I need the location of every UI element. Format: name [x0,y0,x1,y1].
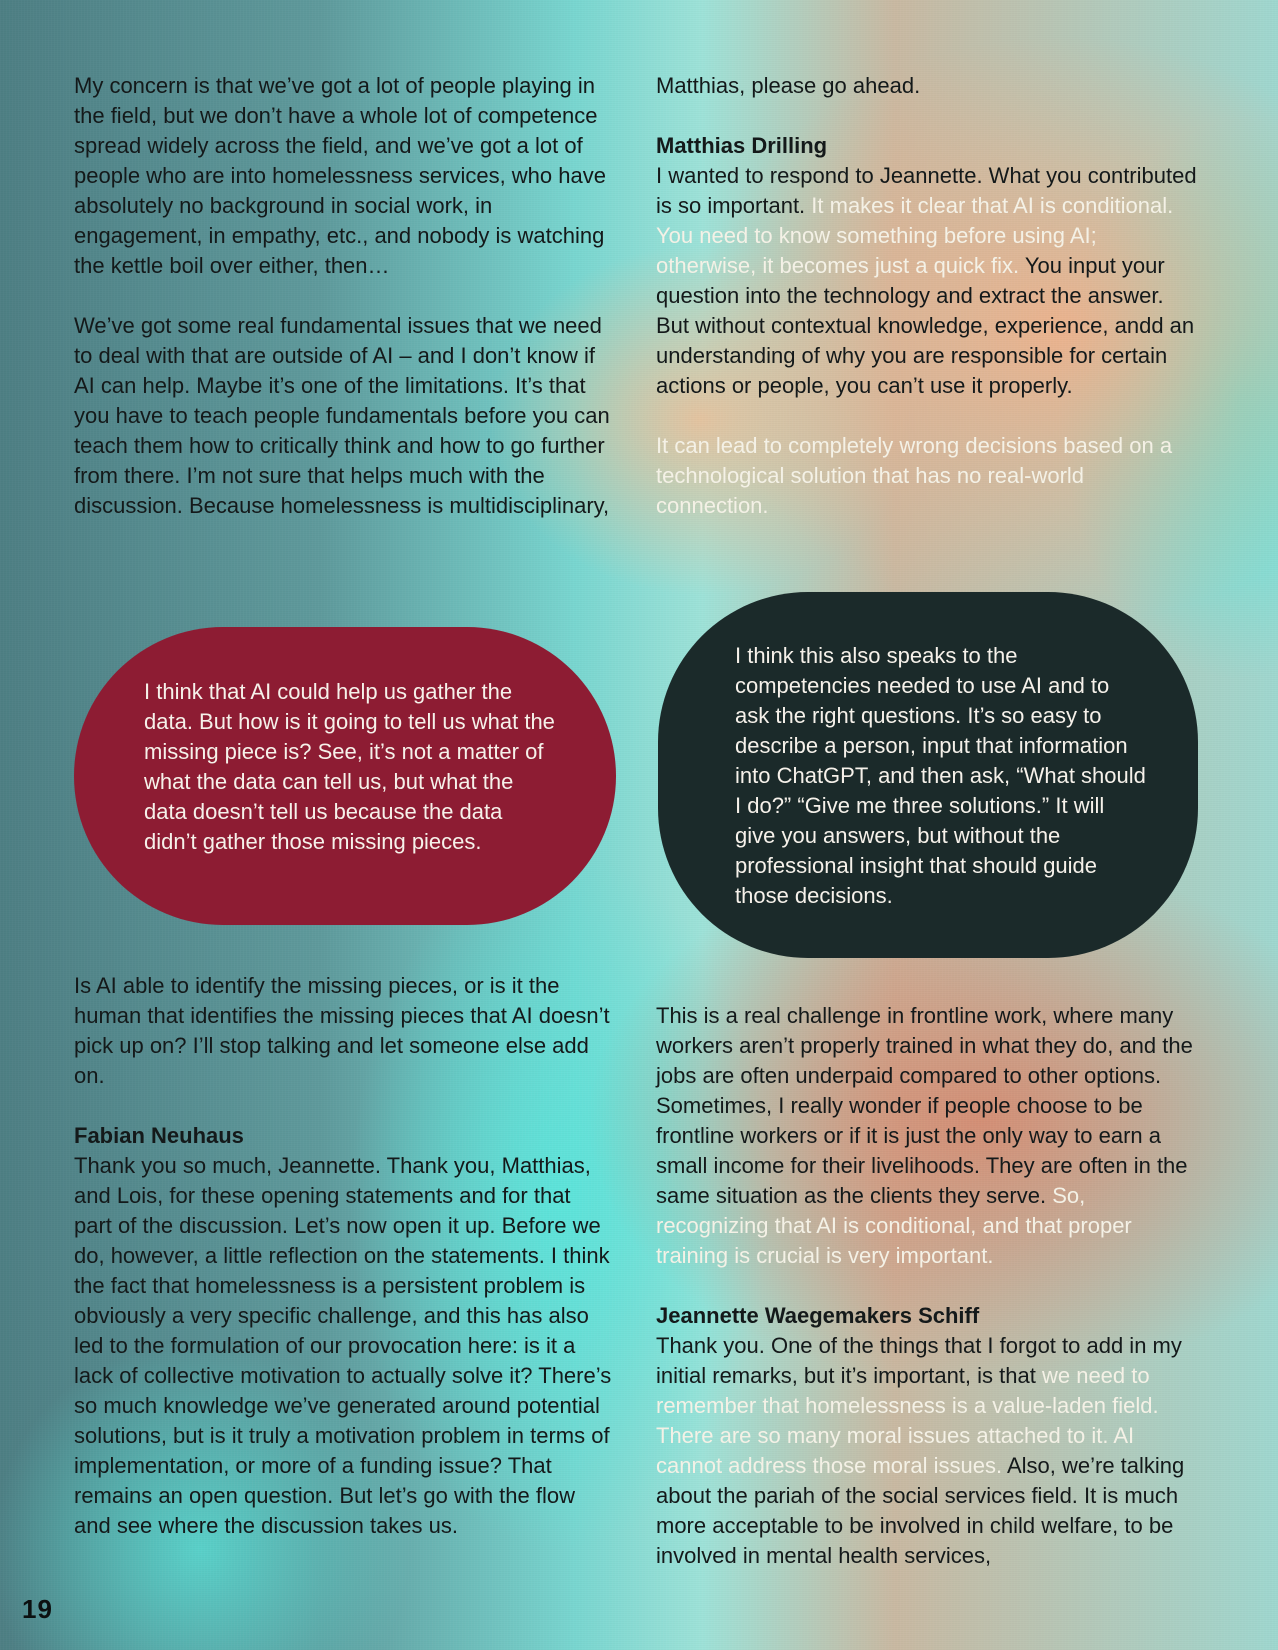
paragraph [656,1001,1201,1271]
text-run: Thank you so much, Jeannette. Thank you, Matthias, and Lois, for these opening statements and for that part of the discussion. Let’s now open it up. Before we do, however, a little reflection on the statements. I think the fact that homelessness is a persistent problem is obviously a very specific challenge, and this has also led to the formulation of our provocation here: is it a lack of collective motivation to actually solve it? There’s so much knowledge we’ve generated around potential solutions, but is it truly a motivation problem in terms of implementation, or more of a funding issue? That remains an open question. But let’s go with the flow and see where the discussion takes us. [74,1153,612,1538]
text-run: Thank you. One of the things that I forgot to add in my initial remarks, but it’s important, is that [656,1333,1182,1388]
text-run: This is a real challenge in frontline work, where many workers aren’t properly trained in what they do, and the jobs are often underpaid compared to other options. Sometimes, I really wonder if people choose to be frontline workers or if it is just the only way to earn a small income for their livelihoods. They are often in the same situation as the clients they serve. [656,1003,1193,1208]
paragraph [656,1301,1201,1571]
highlighted-text: So, recognizing that AI is conditional, and that proper training is crucial is very important. [656,1183,1132,1268]
pull-quote-red [74,627,616,925]
text-run: Also, we’re talking about the pariah of the social services field. It is much more acceptable to be involved in child welfare, to be involved in mental health services, [656,1453,1185,1568]
speaker-name: Jeannette Waegemakers Schiff [656,1303,980,1328]
paragraph: Matthias, please go ahead. [656,73,921,98]
paragraph [74,311,614,521]
paragraph: Is AI able to identify the missing pieces, or is it the human that identifies the missing pieces that AI doesn’t pick up on? I’ll stop talking and let someone else add on. [74,973,610,1088]
pull-quote-text: I think that AI could help us gather the data. But how is it going to tell us what the missing piece is? See, it’s not a matter of what the data can tell us, but what the data doesn’t tell us because the data didn’t gather those missing pieces. [144,679,555,854]
speaker-name: Fabian Neuhaus [74,1123,244,1148]
paragraph [74,1121,614,1541]
right-column-bottom [656,1001,1201,1601]
text-run: We’ve got some real fundamental issues that we need to deal with that are outside of AI – and I don’t know if AI can help. Maybe it’s one of the limitations. It’s that you have to teach people fundamentals before you can teach them how to critically think and how to go further from there. [74,313,610,488]
text-run: You input your question into the technology and extract the answer. But without contextual knowledge, experience, andd an understanding of why you are responsible for certain actions or people, you can’t use it properly. [656,253,1195,398]
pull-quote-dark [658,592,1198,958]
right-column-top [656,71,1201,551]
pull-quote-text: I think this also speaks to the competencies needed to use AI and to ask the right questions. It’s so easy to describe a person, input that information into ChatGPT, and then ask, “What should I do?” “Give me three solutions.” It will give you answers, but without the professional insight that should guide those decisions. [735,643,1146,908]
highlighted-text: It makes it clear that AI is conditional. You need to know something before using AI; otherwise, it becomes just a quick fix. [656,193,1174,278]
paragraph: My concern is that we’ve got a lot of people playing in the field, but we don’t have a whole lot of competence spread widely across the field, and we’ve got a lot of people who are into homelessness services, who have absolutely no background in social work, in engagement, in empathy, etc., and nobody is watching the kettle boil over either, then… [74,73,606,278]
left-column-top [74,71,614,551]
text-run: I’m not sure that helps much with the discussion. Because homelessness is multidisciplinary, [74,463,610,518]
text-run: I wanted to respond to Jeannette. What you contributed is so important. [656,163,1197,218]
highlighted-text: we need to remember that homelessness is a value-laden field. There are so many moral issues attached to it. AI cannot address those moral issues. [656,1363,1159,1478]
left-column-bottom [74,971,614,1571]
paragraph [656,131,1201,401]
speaker-name: Matthias Drilling [656,133,828,158]
highlighted-paragraph: It can lead to completely wrong decisions based on a technological solution that has no real-world connection. [656,433,1173,518]
page-number: 19 [22,1594,53,1624]
